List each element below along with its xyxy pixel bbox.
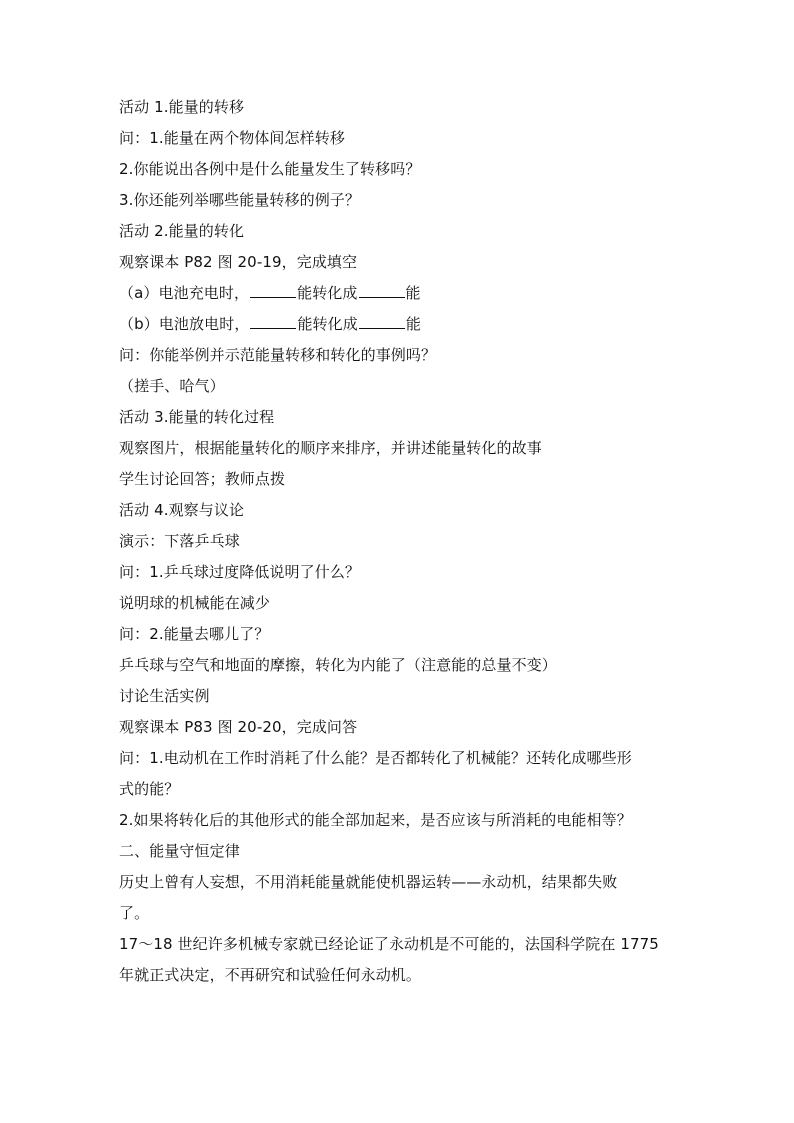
blank-line xyxy=(250,281,296,298)
question-line: 问：1.乒乓球过度降低说明了什么？ xyxy=(119,563,361,581)
document-body xyxy=(119,92,679,991)
question-line: 问：1.电动机在工作时消耗了什么能？是否都转化了机械能？还转化成哪些形 xyxy=(119,749,632,767)
fill-b-prefix: （b）电池放电时， xyxy=(119,315,250,333)
question-line: 3.你还能列举哪些能量转移的例子？ xyxy=(119,191,361,209)
fill-a-prefix: （a）电池充电时， xyxy=(119,284,250,302)
paragraph-line: 历史上曾有人妄想，不用消耗能量就能使机器运转——永动机，结果都失败 xyxy=(119,873,618,891)
instruction-line: 观察课本 P82 图 20-19，完成填空 xyxy=(119,253,358,271)
instruction-line: 观察图片，根据能量转化的顺序来排序，并讲述能量转化的故事 xyxy=(119,439,542,457)
question-line: 问：你能举例并示范能量转移和转化的事例吗？ xyxy=(119,346,437,364)
question-line-continued: 式的能？ xyxy=(119,780,180,798)
paragraph-line-continued: 年就正式决定，不再研究和试验任何永动机。 xyxy=(119,966,422,984)
fill-blank-b xyxy=(119,309,679,340)
fill-b-middle: 能转化成 xyxy=(297,315,358,333)
question-line: 问：2.能量去哪儿了？ xyxy=(119,625,270,643)
activity-1-heading: 活动 1.能量的转移 xyxy=(119,98,245,116)
question-line: 2.你能说出各例中是什么能量发生了转移吗？ xyxy=(119,160,421,178)
paragraph-line: 17～18 世纪许多机械专家就已经论证了永动机是不可能的，法国科学院在 1775 xyxy=(119,935,659,953)
text-line: 学生讨论回答；教师点拨 xyxy=(119,470,286,488)
answer-line: 说明球的机械能在减少 xyxy=(119,594,271,612)
blank-line xyxy=(359,312,405,329)
fill-a-suffix: 能 xyxy=(405,284,421,302)
blank-line xyxy=(359,281,405,298)
text-line: 讨论生活实例 xyxy=(119,687,210,705)
blank-line xyxy=(250,312,296,329)
question-line: 2.如果将转化后的其他形式的能全部加起来，是否应该与所消耗的电能相等？ xyxy=(119,811,632,829)
instruction-line: 观察课本 P83 图 20-20，完成问答 xyxy=(119,718,358,736)
fill-blank-a xyxy=(119,278,679,309)
text-line: 演示：下落乒乓球 xyxy=(119,532,240,550)
fill-b-suffix: 能 xyxy=(405,315,421,333)
activity-4-heading: 活动 4.观察与议论 xyxy=(119,501,245,519)
fill-a-middle: 能转化成 xyxy=(297,284,358,302)
question-line: 问：1.能量在两个物体间怎样转移 xyxy=(119,129,345,147)
section-heading: 二、能量守恒定律 xyxy=(119,842,240,860)
activity-3-heading: 活动 3.能量的转化过程 xyxy=(119,408,275,426)
answer-line: 乒乓球与空气和地面的摩擦，转化为内能了（注意能的总量不变） xyxy=(119,656,557,674)
paragraph-line-continued: 了。 xyxy=(119,904,150,922)
activity-2-heading: 活动 2.能量的转化 xyxy=(119,222,245,240)
answer-line: （搓手、哈气） xyxy=(119,377,225,395)
